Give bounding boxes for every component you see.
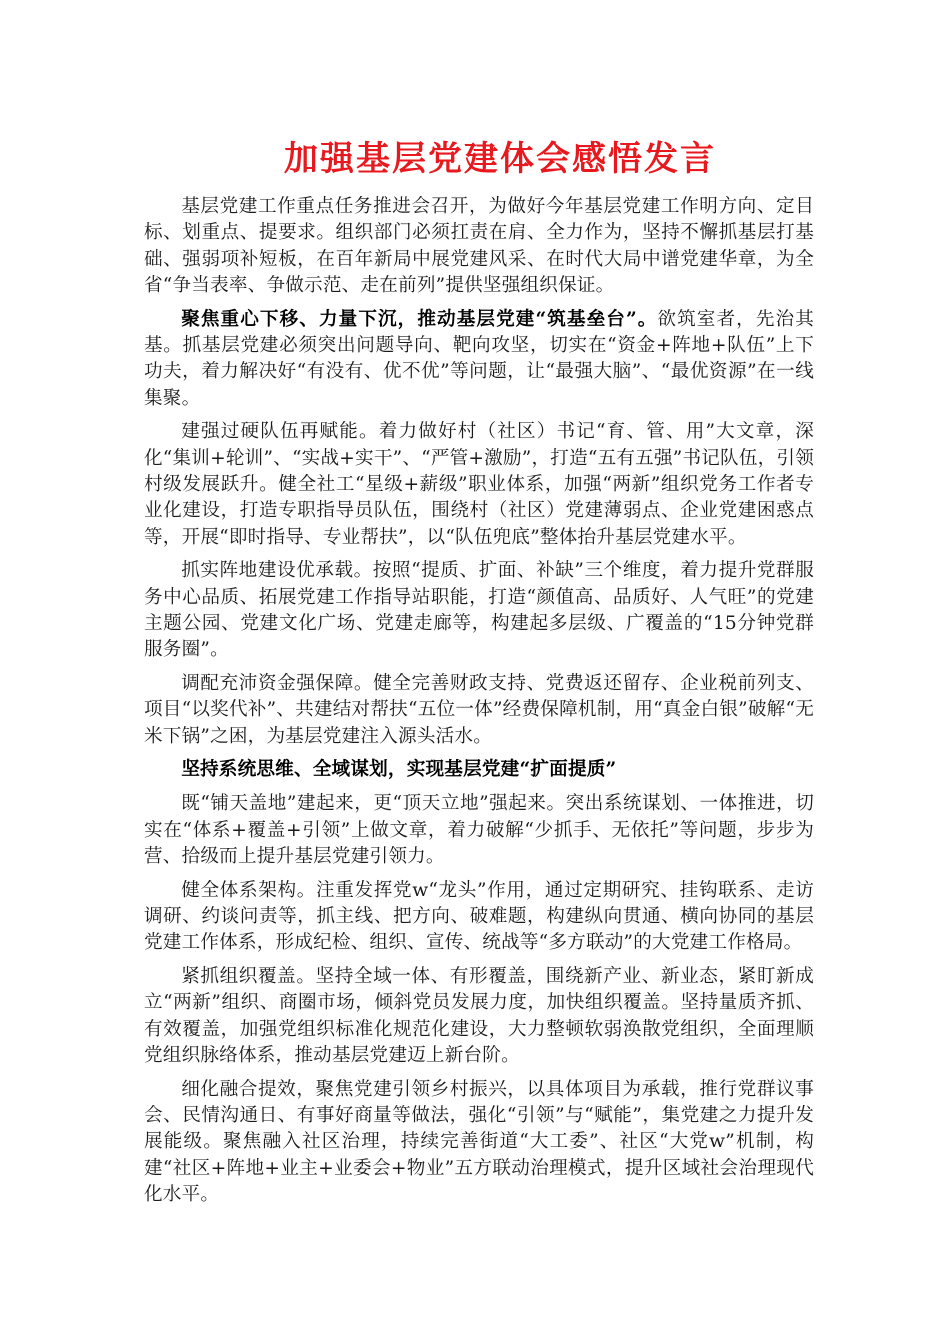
paragraph-funding [144,671,814,750]
paragraph-text: 抓实阵地建设优承载。按照“提质、扩面、补缺”三个维度，着力提升党群服务中心品质、拓展党建工作指导站职能，打造“颜值高、品质好、人气旺”的党建主题公园、党建文化广场、党建走廊等，构建起多层级、广覆盖的“15分钟党群服务圈”。 [144,560,814,661]
paragraph-section-1 [144,307,814,412]
paragraph-text: 既“铺天盖地”建起来，更“顶天立地”强起来。突出系统谋划、一体推进，切实在“体系+覆盖+引领”上做文章，着力破解“少抓手、无依托”等问题，步步为营、拾级而上提升基层党建引领力。 [144,793,814,867]
paragraph-text: 紧抓组织覆盖。坚持全域一体、有形覆盖，围绕新产业、新业态，紧盯新成立“两新”组织、商圈市场，倾斜党员发展力度，加快组织覆盖。坚持量质齐抓、有效覆盖，加强党组织标准化规范化建设，大力整顿软弱涣散党组织，全面理顺党组织脉络体系，推动基层党建迈上新台阶。 [144,966,814,1066]
section-heading-2 [144,757,814,783]
document-title: 加强基层党建体会感悟发言 [284,139,716,179]
document-body [144,194,814,1216]
paragraph-text: 建强过硬队伍再赋能。着力做好村（社区）书记“育、管、用”大文章，深化“集训+轮训”、“实战+实干”、“严管+激励”，打造“五有五强”书记队伍，引领村级发展跃升。健全社工“星级+薪级”职业体系，加强“两新”组织党务工作者专业化建设，打造专职指导员队伍，围绕村（社区）党建薄弱点、企业党建困惑点等，开展“即时指导、专业帮扶”，以“队伍兜底”整体抬升基层党建水平。 [144,421,815,548]
paragraph-coverage [144,964,814,1069]
paragraph-text: 细化融合提效，聚焦党建引领乡村振兴，以具体项目为承载，推行党群议事会、民情沟通日、有事好商量等做法，强化“引领”与“赋能”，集党建之力提升发展能级。聚焦融入社区治理，持续完善街道“大工委”、社区“大党w”机制，构建“社区+阵地+业主+业委会+物业”五方联动治理模式，提升区域社会治理现代化水平。 [144,1078,814,1205]
paragraph-text: 健全体系架构。注重发挥党w“龙头”作用，通过定期研究、挂钩联系、走访调研、约谈问责等，抓主线、把方向、破难题，构建纵向贯通、横向协同的基层党建工作体系，形成纪检、组织、宣传、统战等“多方联动”的大党建工作格局。 [144,879,814,954]
paragraph-position [144,558,814,663]
paragraph-system [144,791,814,870]
paragraph-intro [144,194,814,299]
paragraph-lead: 聚焦重心下移、力量下沉，推动基层党建“筑基垒台”。 [181,308,658,330]
paragraph-framework [144,878,814,957]
paragraph-text: 欲筑室者，先治其基。抓基层党建必须突出问题导向、靶向攻坚，切实在“资金+阵地+队伍”上下功夫，着力解决好“有没有、优不优”等问题，让“最强大脑”、“最优资源”在一线集聚。 [144,308,814,409]
paragraph-text: 调配充沛资金强保障。健全完善财政支持、党费返还留存、企业税前列支、项目“以奖代补”、共建结对帮扶“五位一体”经费保障机制，用“真金白银”破解“无米下锅”之困，为基层党建注入源头活水。 [144,673,814,747]
paragraph-lead: 坚持系统思维、全域谋划，实现基层党建“扩面提质” [181,759,617,781]
paragraph-integration [144,1077,814,1208]
paragraph-text: 基层党建工作重点任务推进会召开，为做好今年基层党建工作明方向、定目标、划重点、提要求。组织部门必须扛责在肩、全力作为，坚持不懈抓基层打基础、强弱项补短板，在百年新局中展党建风采、在时代大局中谱党建华章，为全省“争当表率、争做示范、走在前列”提供坚强组织保证。 [144,196,814,296]
paragraph-team [144,419,814,550]
